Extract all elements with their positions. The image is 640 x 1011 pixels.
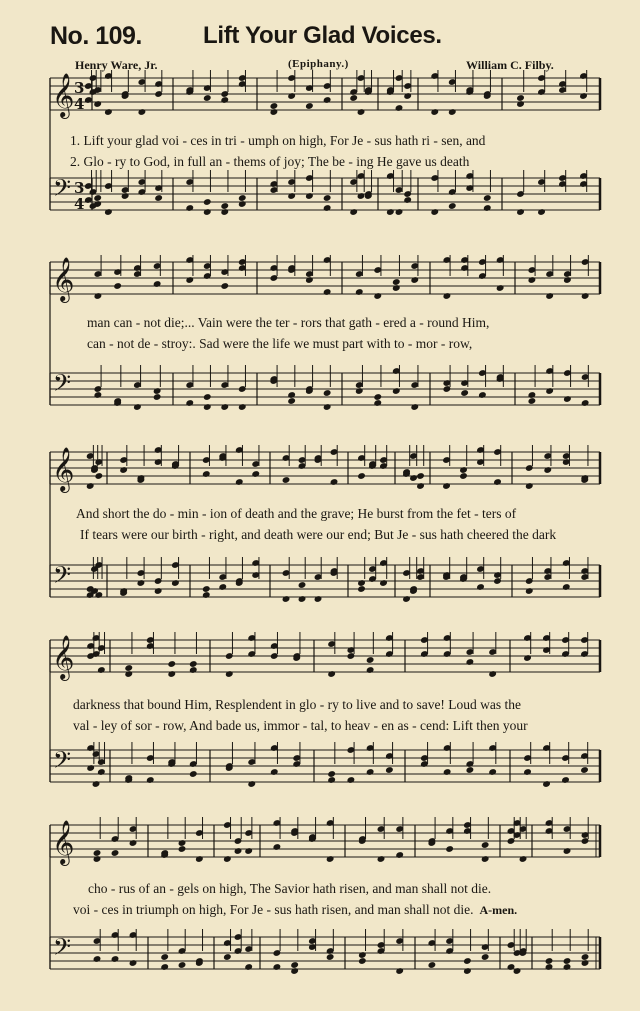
music-staff-graphic (0, 255, 640, 415)
svg-text:3: 3 (74, 179, 85, 197)
lyric-line-verse-2 (73, 902, 613, 918)
hymn-title: Lift Your Glad Voices. (203, 22, 442, 49)
svg-text:𝄢: 𝄢 (53, 746, 72, 779)
music-system-5 (0, 817, 640, 992)
svg-text:𝄞: 𝄞 (52, 257, 75, 301)
svg-text:𝄞: 𝄞 (52, 820, 75, 864)
svg-text:𝄞: 𝄞 (52, 635, 75, 679)
hymn-number: No. 109. (50, 22, 142, 50)
svg-text:𝄞: 𝄞 (52, 447, 75, 491)
svg-text:𝄢: 𝄢 (53, 174, 72, 207)
svg-text:𝄢: 𝄢 (53, 369, 72, 402)
svg-text:𝄢: 𝄢 (53, 933, 72, 966)
lyric-line-verse-1: cho - rus of an - gels on high, The Savior hath risen, and man shall not die. (88, 881, 492, 896)
occasion: (Epiphany.) (288, 58, 349, 70)
svg-text:4: 4 (74, 195, 85, 213)
lyric-line-verse-1: 1. Lift your glad voi - ces in tri - umph on high, For Je - sus hath ri - sen, and (70, 133, 486, 148)
lyric-line-verse-1: And short the do - min - ion of death and the grave; He burst from the fet - ters of (76, 506, 517, 521)
lyric-line-verse-1: darkness that bound Him, Resplendent in glo - ry to live and to save! Loud was the (73, 697, 522, 712)
lyric-line-verse-2: If tears were our birth - right, and death were our end; But Je - sus hath cheered the dark (80, 527, 557, 542)
composer: William C. Filby. (466, 58, 554, 72)
lyric-verse-2-text: voi - ces in triumph on high, For Je - sus hath risen, and man shall not die. (73, 902, 474, 917)
music-system-1 (0, 68, 640, 228)
lyric-line-verse-2: val - ley of sor - row, And bade us, immor - tal, to heav - en as - cend: Lift then your (73, 718, 528, 733)
lyric-line-verse-1: man can - not die;... Vain were the ter - rors that gath - ered a - round Him, (87, 315, 490, 330)
svg-text:𝄢: 𝄢 (53, 561, 72, 594)
svg-text:4: 4 (74, 95, 85, 113)
music-staff-graphic (0, 445, 640, 605)
svg-text:3: 3 (74, 79, 85, 97)
music-system-4 (0, 632, 640, 792)
amen-label: A-men. (479, 903, 518, 917)
lyricist: Henry Ware, Jr. (75, 58, 158, 72)
lyric-line-verse-2: can - not de - stroy:. Sad were the life we must part with to - mor - row, (87, 336, 473, 351)
lyric-line-verse-2: 2. Glo - ry to God, in full an - thems of joy; The be - ing He gave us death (70, 154, 470, 169)
music-system-3 (0, 445, 640, 605)
svg-text:𝄞: 𝄞 (52, 73, 75, 117)
music-system-2 (0, 255, 640, 415)
